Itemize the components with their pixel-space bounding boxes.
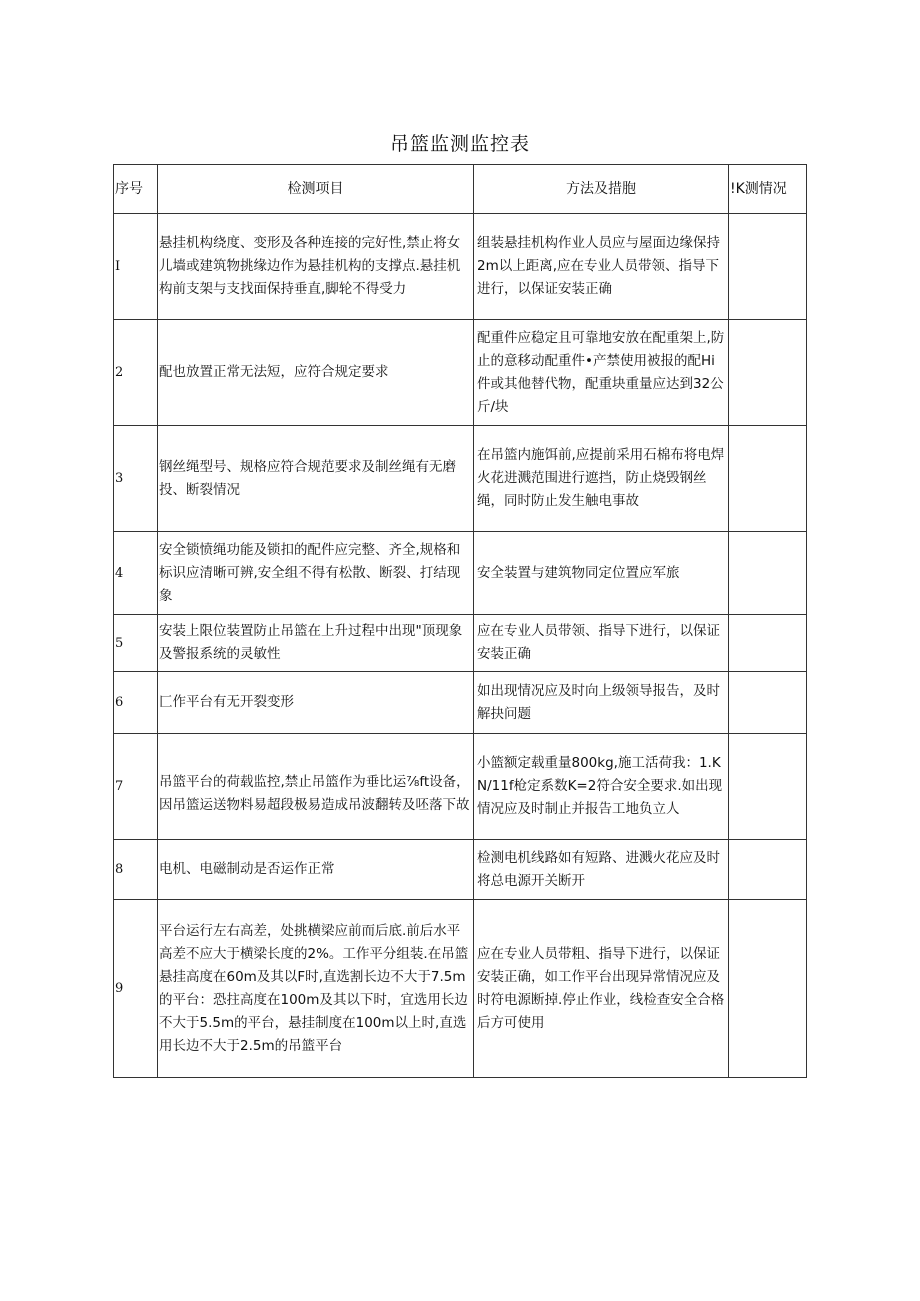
table-row bbox=[114, 900, 807, 1078]
table-row bbox=[114, 320, 807, 426]
row-method-text: 小篮额定载重量800kg,施工活荷我：1.KN/11f枪定系数K=2符合安全要求.如出现情况应及时制止并报告工地负立人 bbox=[477, 755, 723, 817]
row-method bbox=[474, 532, 729, 615]
row-item-text: 安全锁愤绳功能及锁扣的配件应完整、齐全,规格和标识应清晰可辨,安全组不得有松散、断裂、打结现象 bbox=[159, 541, 461, 604]
header-result: !K测情况 bbox=[729, 165, 807, 214]
row-item-text: 悬挂机构绕度、变形及各种连接的完好性,禁止将女儿墙或建筑物挑缘边作为悬挂机构的支撑点.悬挂机构前支架与支找面保持垂直,脚轮不得受力 bbox=[159, 235, 461, 297]
row-seq: 6 bbox=[114, 672, 158, 734]
row-seq: 3 bbox=[114, 426, 158, 532]
row-item bbox=[158, 214, 474, 320]
table-row bbox=[114, 734, 807, 840]
row-method-text: 配重件应稳定且可靠地安放在配重架上,防止的意移动配重件•产禁使用被报的配Hi件或其他替代物，配重块重量应达到32公斤/块 bbox=[477, 329, 725, 415]
table-row bbox=[114, 214, 807, 320]
row-method-text: 组装悬挂机构作业人员应与屋面边缘保持2m以上距离,应在专业人员带领、指导下进行，以保证安装正确 bbox=[477, 235, 720, 297]
table-row bbox=[114, 615, 807, 672]
row-method bbox=[474, 840, 729, 900]
row-item-text: 电机、电磁制动是否运作正常 bbox=[159, 861, 335, 877]
row-item bbox=[158, 532, 474, 615]
row-method-text: 在吊篮内施饵前,应提前采用石棉布将电焊火花进溅范围进行遮挡，防止烧毁钢丝绳，同时防止发生触电事故 bbox=[477, 447, 725, 509]
row-seq: I bbox=[114, 214, 158, 320]
row-item bbox=[158, 734, 474, 840]
row-result bbox=[729, 615, 807, 672]
row-method-text: 安全装置与建筑物同定位置应军旅 bbox=[477, 564, 680, 581]
page-title: 吊篮监测监控表 bbox=[389, 133, 530, 155]
row-method bbox=[474, 214, 729, 320]
row-result bbox=[729, 734, 807, 840]
header-seq: 序号 bbox=[114, 165, 158, 214]
row-method-text: 检测电机线路如有短路、进溅火花应及时将总电源开关断开 bbox=[477, 849, 720, 889]
row-method bbox=[474, 672, 729, 734]
table-row bbox=[114, 672, 807, 734]
row-result bbox=[729, 532, 807, 615]
row-item bbox=[158, 320, 474, 426]
row-item-text: 平台运行左右高差，处挑横梁应前而后底.前后水平高差不应大于横梁长度的2%。工作平分组装.在吊篮悬挂高度在60m及其以F时,直选割长边不大于7.5m的平台：恐拄高度在100m及其以下时，宜选用长边不大于5.5m的平台，悬挂制度在100m以上时,直选用长边不大于2.5m的吊篮平台 bbox=[159, 922, 469, 1054]
table-row bbox=[114, 532, 807, 615]
row-seq: 8 bbox=[114, 840, 158, 900]
header-row bbox=[114, 165, 807, 214]
row-seq: 9 bbox=[114, 900, 158, 1078]
header-method: 方法及措胞 bbox=[474, 165, 729, 214]
row-item-text: 配也放置正常无法短，应符合规定要求 bbox=[159, 364, 389, 380]
row-item-text: 安装上限位装置防止吊篮在上升过程中出现"顶现象及警报系统的灵敏性 bbox=[159, 623, 463, 662]
row-item bbox=[158, 615, 474, 672]
row-item-text: 匚作平台有无开裂变形 bbox=[159, 694, 294, 710]
row-item bbox=[158, 672, 474, 734]
row-result bbox=[729, 320, 807, 426]
row-result bbox=[729, 840, 807, 900]
row-item bbox=[158, 426, 474, 532]
row-method-text: 如出现情况应及时向上级领导报告，及时解抉问题 bbox=[477, 682, 720, 722]
row-result bbox=[729, 672, 807, 734]
row-item-text: 钢丝绳型号、规格应符合规范要求及制丝绳有无磨投、断裂情况 bbox=[159, 458, 456, 498]
inspection-table bbox=[113, 164, 807, 1078]
row-seq: 2 bbox=[114, 320, 158, 426]
row-result bbox=[729, 214, 807, 320]
row-method bbox=[474, 320, 729, 426]
row-method-text: 应在专业人员带领、指导下进行，以保证安装正确 bbox=[477, 623, 720, 662]
row-seq: 5 bbox=[114, 615, 158, 672]
row-seq: 4 bbox=[114, 532, 158, 615]
row-item bbox=[158, 900, 474, 1078]
header-item: 检测项目 bbox=[158, 165, 474, 214]
row-method-text: 应在专业人员带粗、指导下进行，以保证安装正确，如工作平台出现异常情况应及时符电源断掉.停止作业，线检查安全合格后方可使用 bbox=[477, 945, 725, 1031]
table-row bbox=[114, 426, 807, 532]
row-item bbox=[158, 840, 474, 900]
row-item-text: 吊篮平台的荷载监控,禁止吊篮作为垂比运⅞ft设备，因吊篮运送物料易超段极易造成吊波翻转及呸落下故 bbox=[159, 773, 470, 813]
row-method bbox=[474, 426, 729, 532]
row-method bbox=[474, 615, 729, 672]
row-seq: 7 bbox=[114, 734, 158, 840]
table-row bbox=[114, 840, 807, 900]
row-method bbox=[474, 900, 729, 1078]
row-result bbox=[729, 900, 807, 1078]
row-method bbox=[474, 734, 729, 840]
row-result bbox=[729, 426, 807, 532]
